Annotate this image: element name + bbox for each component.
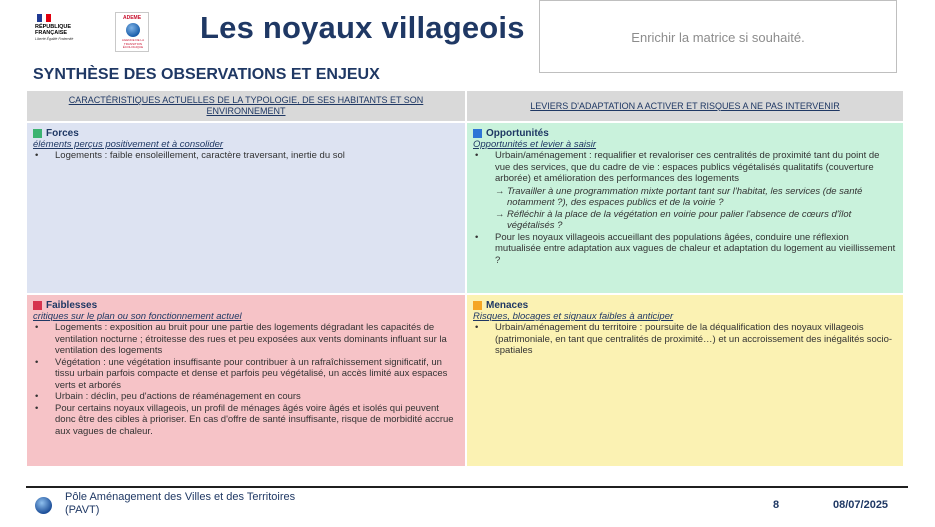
page-title: Les noyaux villageois xyxy=(200,10,525,45)
opportunites-cell xyxy=(467,123,903,293)
list-item xyxy=(473,150,897,232)
forces-list xyxy=(33,150,459,162)
opportunites-title xyxy=(473,127,897,139)
menaces-cell xyxy=(467,295,903,466)
faiblesses-title-text: Faiblesses xyxy=(46,299,98,311)
forces-title xyxy=(33,127,459,139)
republique-francaise-logo xyxy=(31,12,91,52)
opportunites-title-text: Opportunités xyxy=(486,127,549,139)
note-text: Enrichir la matrice si souhaité. xyxy=(631,30,805,45)
red-square-icon xyxy=(33,301,42,310)
list-item-text: Urbain/aménagement : requalifier et revaloriser ces centralités de proximité tant du point de vue des services, que du cadre de vie : espaces publics végétalisés qualitatifs (couverture arborée) et amélioration des performances des logements xyxy=(495,150,880,184)
french-flag-icon xyxy=(37,14,51,22)
sub-list-item: → Réfléchir à la place de la végétation en voirie pour palier l'absence de cœurs d'îlot végétalisés ? xyxy=(495,209,897,232)
footer-organization xyxy=(65,491,295,517)
section-subtitle: SYNTHÈSE DES OBSERVATIONS ET ENJEUX xyxy=(33,66,380,83)
footer-org-line2: (PAVT) xyxy=(65,504,100,516)
globe-icon xyxy=(35,497,52,514)
list-item: • Végétation : une végétation insuffisante pour contribuer à un rafraîchissement significatif, un tissu urbain parfois compacte et dense et parfois peu végétalisé, un accès limité aux espaces verts et arborés xyxy=(33,357,459,392)
menaces-subtitle: Risques, blocages et signaux faibles à anticiper xyxy=(473,311,674,322)
forces-subtitle: éléments perçus positivement et à consolider xyxy=(33,139,224,150)
list-item: • Logements : exposition au bruit pour une partie des logements dégradant les capacités de ventilation nocturne ; étroitesse des rues et peu exposées aux vents dominants influant sur la ventilation des logements xyxy=(33,322,459,357)
sub-list-item: → Travailler à une programmation mixte portant tant sur l'habitat, les services (de santé notamment ?), des espaces publics et de la voirie ? xyxy=(495,186,897,209)
footer-date: 08/07/2025 xyxy=(833,499,889,511)
page-number: 8 xyxy=(773,499,780,511)
rf-motto: Liberté Égalité Fraternité xyxy=(35,37,74,41)
faiblesses-title xyxy=(33,299,459,311)
orange-square-icon xyxy=(473,301,482,310)
menaces-list xyxy=(473,322,897,357)
opportunites-list xyxy=(473,150,897,266)
swot-matrix xyxy=(27,91,903,466)
faiblesses-list xyxy=(33,322,459,437)
ademe-logo xyxy=(115,12,149,52)
forces-title-text: Forces xyxy=(46,127,79,139)
menaces-title xyxy=(473,299,897,311)
column-header-characteristics: CARACTÉRISTIQUES ACTUELLES DE LA TYPOLOGIE, DE SES HABITANTS ET SON ENVIRONNEMENT xyxy=(27,91,465,121)
list-item: • Pour les noyaux villageois accueillant des populations âgées, conduire une réflexion mutualisée entre adaptation aux vagues de chaleur et adaptation du logement au vieillissement ? xyxy=(473,232,897,267)
ademe-subtext: AGENCE DE LA TRANSITION ÉCOLOGIQUE xyxy=(121,38,145,49)
note-box[interactable] xyxy=(539,0,897,73)
ademe-name: ADEME xyxy=(122,15,142,21)
globe-icon xyxy=(126,23,140,37)
green-square-icon xyxy=(33,129,42,138)
list-item: • Urbain/aménagement du territoire : poursuite de la déqualification des noyaux villageois (patrimoniale, en tant que centralités de proximité…) et un accroissement des inégalités socio-spatiales xyxy=(473,322,897,357)
list-item: • Urbain : déclin, peu d'actions de réaménagement en cours xyxy=(33,391,459,403)
blue-square-icon xyxy=(473,129,482,138)
footer-divider xyxy=(26,486,908,488)
list-item: • Logements : faible ensoleillement, caractère traversant, inertie du sol xyxy=(33,150,459,162)
rf-logo-text: RÉPUBLIQUE FRANÇAISE xyxy=(35,24,72,36)
menaces-title-text: Menaces xyxy=(486,299,529,311)
sub-list xyxy=(495,186,897,232)
footer-org-line1: Pôle Aménagement des Villes et des Territoires xyxy=(65,491,296,503)
list-item: • Pour certains noyaux villageois, un profil de ménages âgés voire âgés et isolés qui peuvent donc être des cibles à prioriser. En cas d'offre de santé insuffisante, risque de morbidité accrue aux vagues de chaleur. xyxy=(33,403,459,438)
faiblesses-subtitle: critiques sur le plan ou son fonctionnement actuel xyxy=(33,311,242,322)
column-header-levers: LEVIERS D'ADAPTATION A ACTIVER ET RISQUES A NE PAS INTERVENIR xyxy=(467,91,903,121)
forces-cell xyxy=(27,123,465,293)
faiblesses-cell xyxy=(27,295,465,466)
opportunites-subtitle: Opportunités et levier à saisir xyxy=(473,139,597,150)
